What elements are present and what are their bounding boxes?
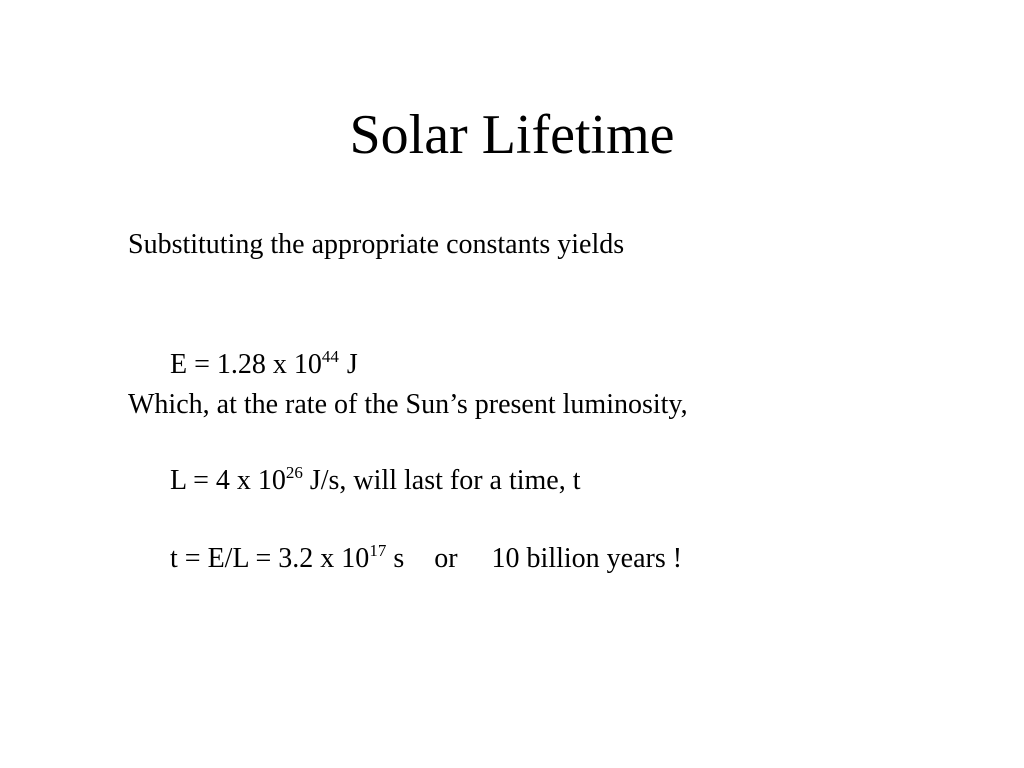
time-prefix: t = E/L = 3.2 x 10 bbox=[170, 543, 370, 574]
time-years: 10 billion years ! bbox=[491, 543, 683, 574]
luminosity-suffix: J/s, will last for a time, t bbox=[302, 465, 581, 496]
luminosity-intro: Which, at the rate of the Sun’s present luminosity, bbox=[128, 389, 688, 420]
energy-unit: J bbox=[346, 349, 358, 380]
time-exponent: 17 bbox=[369, 541, 387, 560]
luminosity-prefix: L = 4 x 10 bbox=[170, 465, 286, 496]
luminosity-exponent: 26 bbox=[285, 463, 303, 482]
time-or: or bbox=[434, 543, 458, 574]
energy-equation bbox=[128, 308, 948, 380]
energy-exponent: 44 bbox=[321, 347, 339, 366]
time-equation bbox=[128, 502, 948, 574]
slide-title: Solar Lifetime bbox=[349, 104, 675, 166]
energy-prefix: E = 1.28 x 10 bbox=[170, 349, 322, 380]
luminosity-equation bbox=[128, 424, 948, 496]
intro-text: Substituting the appropriate constants yields bbox=[128, 229, 625, 260]
spacer bbox=[128, 264, 948, 308]
slide-body bbox=[128, 226, 948, 574]
time-unit: s bbox=[386, 543, 405, 574]
